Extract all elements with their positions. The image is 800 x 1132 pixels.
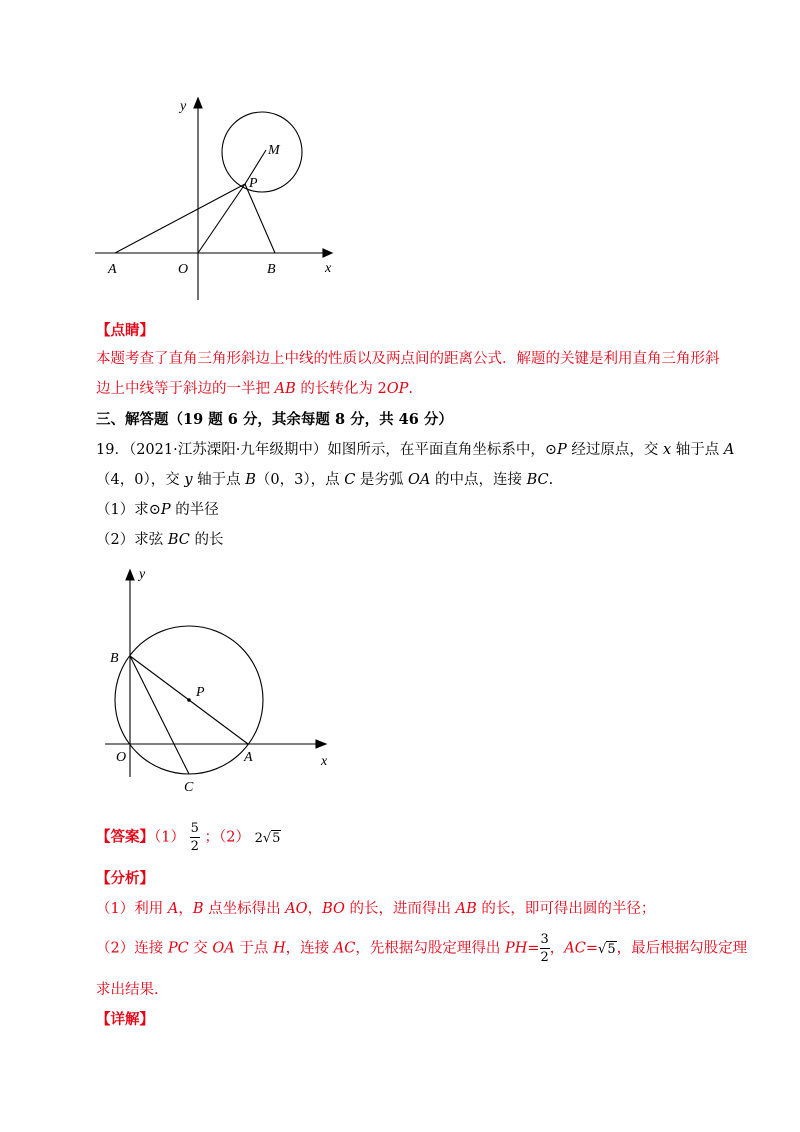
segment-pa <box>115 184 245 253</box>
section-title: 三、解答题（19 题 6 分，其余每题 8 分，共 46 分） <box>96 411 453 428</box>
fig1-label-x: x <box>325 261 332 276</box>
q19-line-1: 19．（2021·江苏溧阳·九年级期中）如图所示，在平面直角坐标系中，⊙P 经过原点，交 x 轴于点 A <box>96 442 735 458</box>
fig2-label-a: A <box>244 750 253 765</box>
two-root-five: 2√5 <box>254 830 281 846</box>
y-axis-arrow <box>194 98 202 108</box>
fig2-label-o: O <box>116 750 127 765</box>
x-axis-arrow <box>323 249 332 257</box>
q19-part-2: （2）求弦 BC 的长 <box>96 532 224 548</box>
analysis-line-1: （1）利用 A，B 点坐标得出 AO，BO 的长，进而得出 AB 的长，即可得出圆的半径； <box>96 901 656 917</box>
dianjing-line-2: 边上中线等于斜边的一半把 AB 的长转化为 2OP. <box>96 381 413 397</box>
detail-title: 【详解】 <box>96 1011 154 1028</box>
dianjing-title: 【点睛】 <box>96 322 154 339</box>
fig1-label-o: O <box>178 262 189 277</box>
segment-bc <box>130 656 189 774</box>
fig1-label-p: P <box>249 176 258 191</box>
fig1-label-y: y <box>180 99 187 114</box>
fig2-label-b: B <box>110 651 119 666</box>
fraction-five-halves: $\frac{5}{2}$ <box>190 821 199 854</box>
segment-po <box>198 184 245 253</box>
fig2-label-p: P <box>196 685 205 700</box>
fig1-label-a: A <box>108 262 117 277</box>
analysis-line-2: （2）连接 PC 交 OA 于点 H，连接 AC，先根据勾股定理得出 PH= $\frac{3}{2}$ ，AC=√5，最后根据勾股定理 <box>96 932 748 965</box>
root-five: √5 <box>598 941 616 957</box>
dianjing-line-1: 本题考查了直角三角形斜边上中线的性质以及两点间的距离公式．解题的关键是利用直角三角形斜 <box>96 351 720 367</box>
segment-pb <box>245 184 275 253</box>
x-axis-arrow <box>316 740 326 748</box>
center-point-p <box>187 698 191 702</box>
answer-title: 【答案】 <box>96 828 154 846</box>
fig2-label-c: C <box>184 780 194 795</box>
q19-line-2: （4，0），交 y 轴于点 B（0，3），点 C 是劣弧 OA 的中点，连接 BC. <box>96 472 554 488</box>
analysis-line-3: 求出结果. <box>96 982 159 998</box>
analysis-title: 【分析】 <box>96 870 154 887</box>
answer-line: 【答案】（1） $\frac{5}{2}$ ；（2） 2√5 <box>96 821 281 854</box>
q19-part-1: （1）求⊙P 的半径 <box>96 502 219 518</box>
fig2-label-y: y <box>139 567 146 582</box>
circle-m <box>222 112 302 192</box>
fig1-label-m: M <box>268 143 280 158</box>
y-axis-arrow <box>126 570 134 580</box>
fig2-label-x: x <box>321 754 328 769</box>
fig1-label-b: B <box>267 262 276 277</box>
fraction-three-halves: $\frac{3}{2}$ <box>540 932 549 965</box>
figure-1-tangent-circle <box>90 88 350 308</box>
figure-2-circle-p <box>100 562 340 802</box>
